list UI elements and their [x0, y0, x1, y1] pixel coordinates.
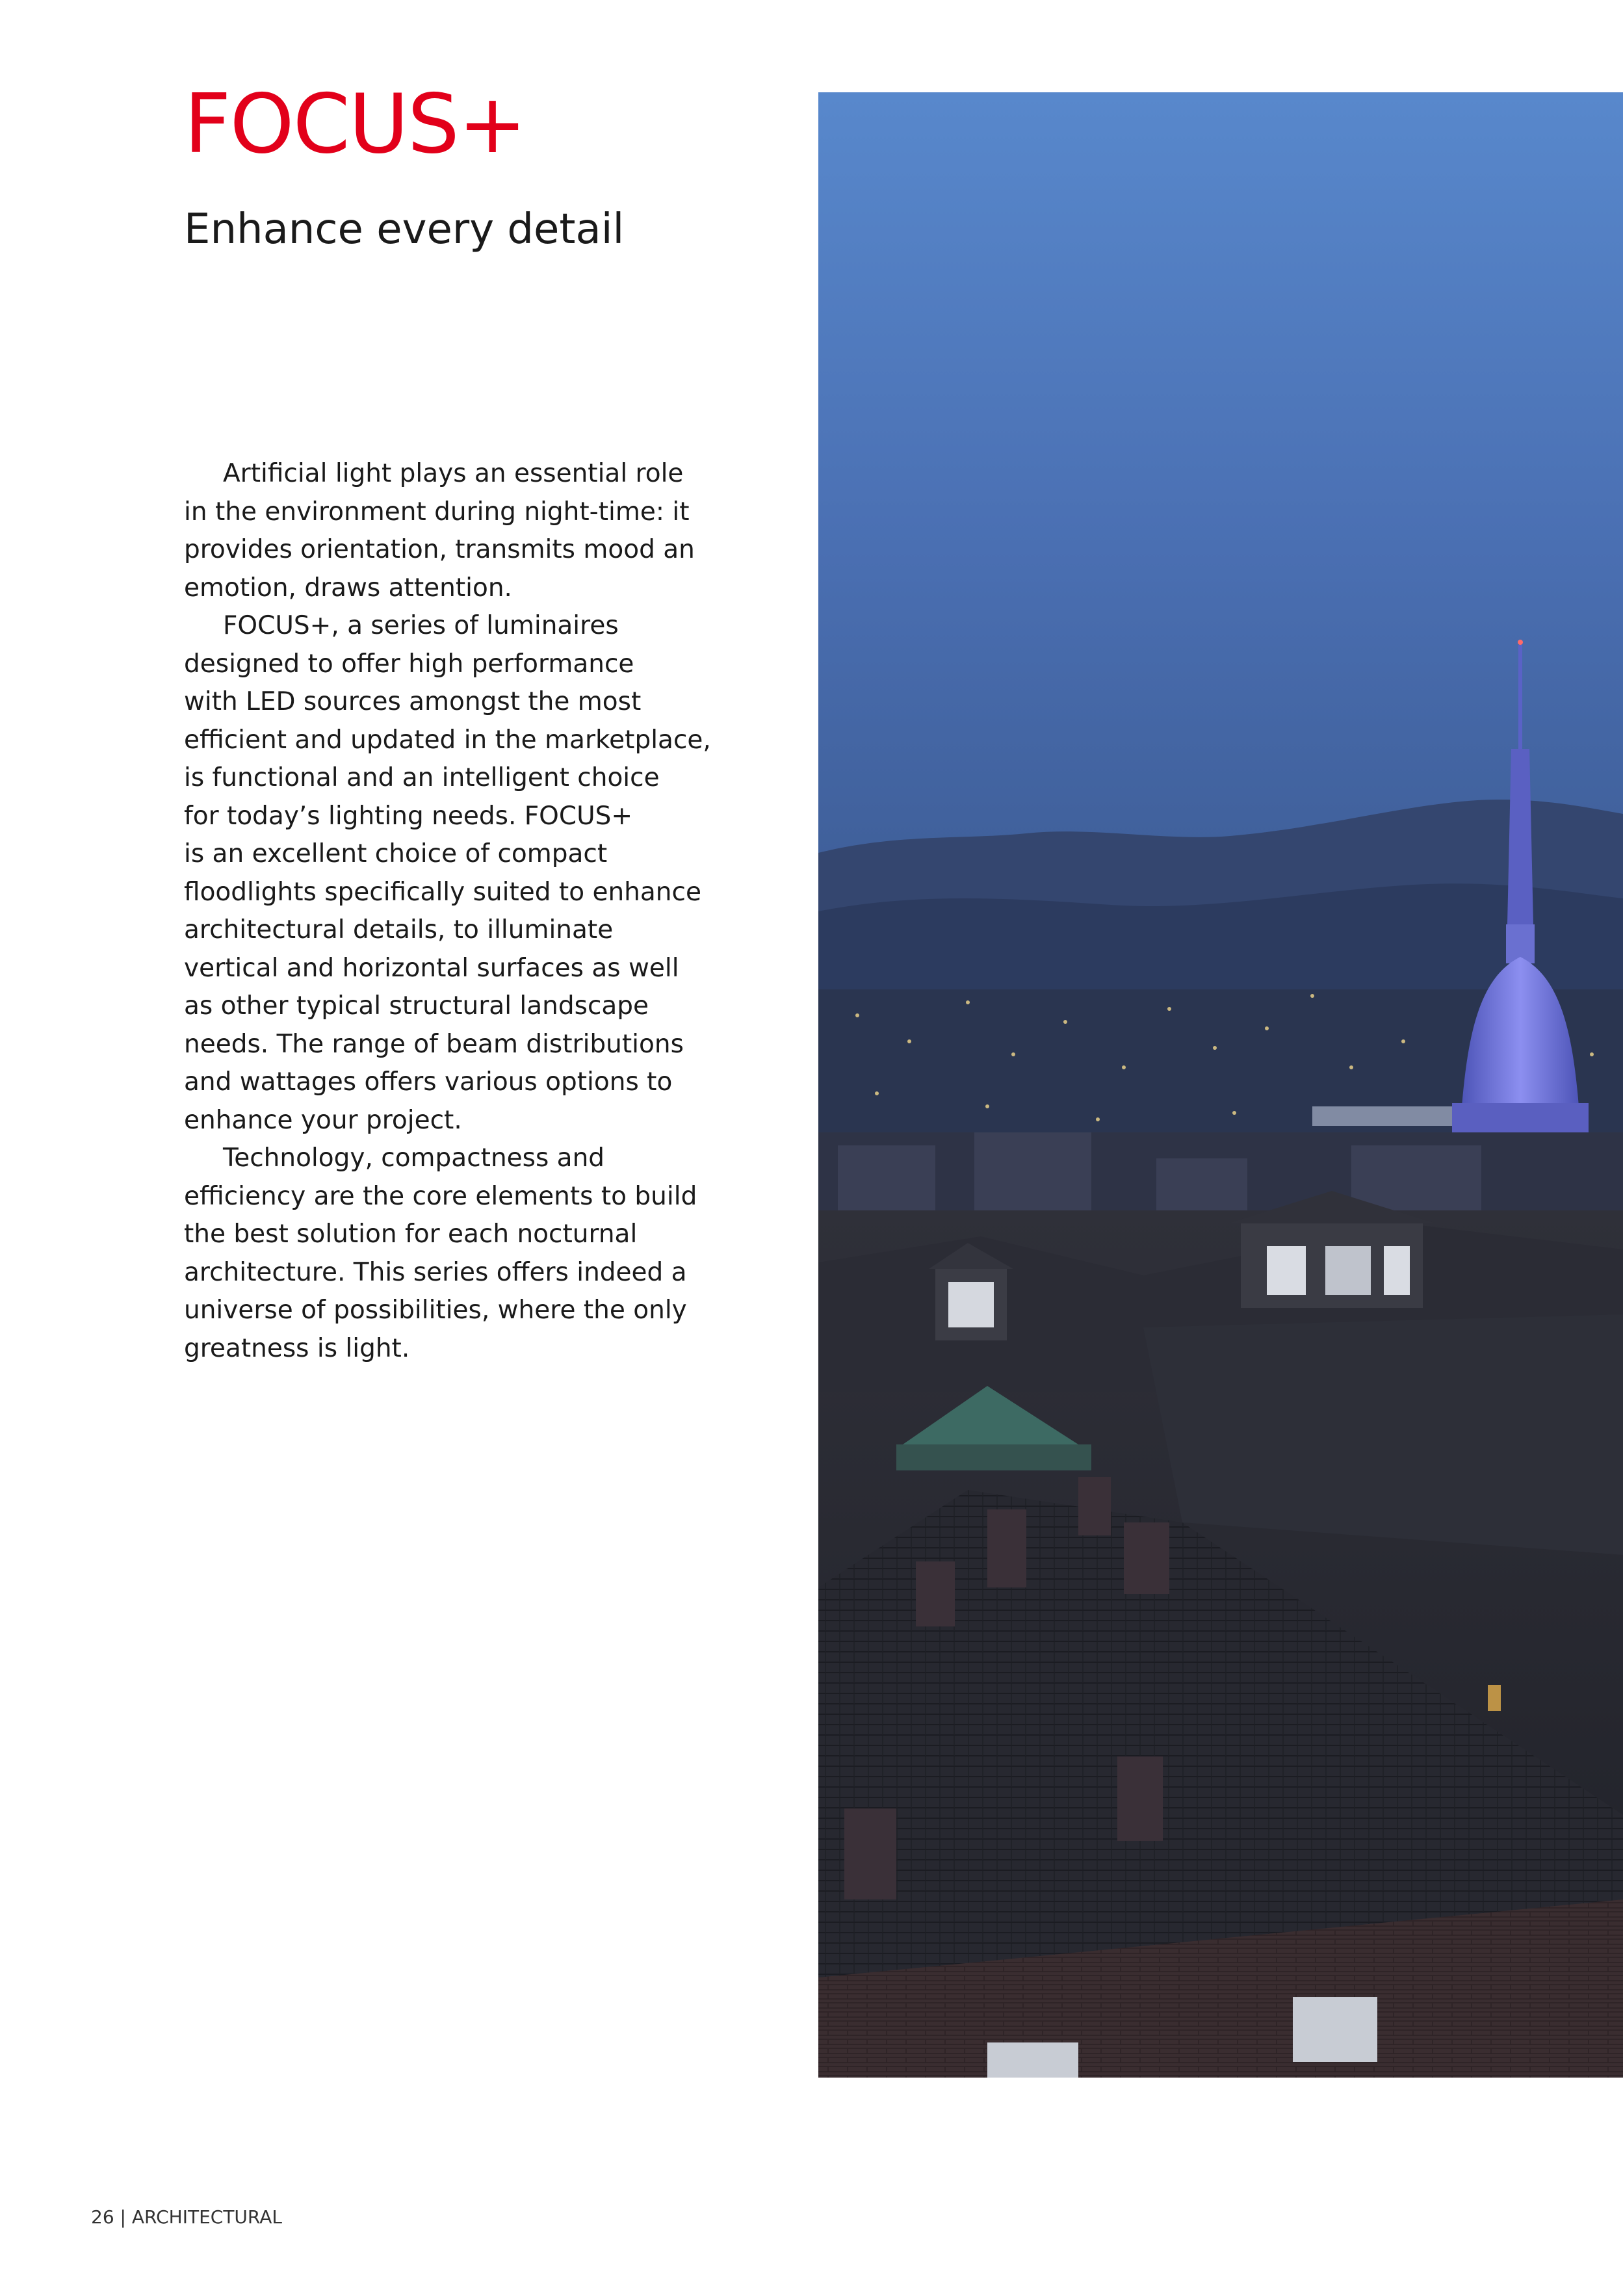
body-line: in the environment during night-time: it: [184, 497, 690, 527]
body-line: architectural details, to illuminate: [184, 915, 614, 945]
body-line: architecture. This series offers indeed a: [184, 1257, 687, 1287]
page-title: FOCUS+: [184, 76, 526, 172]
footer-section: ARCHITECTURAL: [131, 2206, 282, 2228]
body-line: enhance your project.: [184, 1105, 462, 1135]
body-line: efficient and updated in the marketplace,: [184, 725, 711, 755]
body-paragraphs: [184, 455, 711, 1368]
body-line: is an excellent choice of compact: [184, 839, 608, 868]
body-line: as other typical structural landscape: [184, 991, 649, 1021]
body-line: universe of possibilities, where the only: [184, 1296, 687, 1325]
body-line: for today’s lighting needs. FOCUS+: [184, 801, 633, 831]
body-line: the best solution for each nocturnal: [184, 1220, 638, 1249]
body-line: needs. The range of beam distributions: [184, 1029, 684, 1059]
body-line: is functional and an intelligent choice: [184, 763, 660, 792]
city-night-skyline-photo: [818, 92, 1623, 2078]
body-line: provides orientation, transmits mood an: [184, 535, 695, 564]
body-line: greatness is light.: [184, 1333, 410, 1363]
page-footer: [91, 2206, 282, 2228]
footer-separator: |: [120, 2206, 126, 2228]
body-line: floodlights specifically suited to enhance: [184, 877, 701, 907]
facade-window: [1293, 1997, 1377, 2062]
body-line: Artificial light plays an essential role: [223, 459, 684, 488]
body-line: with LED sources amongst the most: [184, 687, 642, 716]
body-line: efficiency are the core elements to build: [184, 1181, 697, 1211]
page-subtitle: Enhance every detail: [184, 205, 625, 254]
page-number: 26: [91, 2206, 114, 2228]
lit-building: [1312, 1106, 1468, 1126]
body-line: Technology, compactness and: [223, 1143, 605, 1173]
body-line: vertical and horizontal surfaces as well: [184, 953, 679, 983]
body-line: emotion, draws attention.: [184, 573, 512, 603]
body-line: FOCUS+, a series of luminaires: [223, 611, 619, 640]
photo-illustration: [818, 92, 1623, 2078]
body-line: designed to offer high performance: [184, 649, 634, 679]
body-line: and wattages offers various options to: [184, 1067, 673, 1097]
